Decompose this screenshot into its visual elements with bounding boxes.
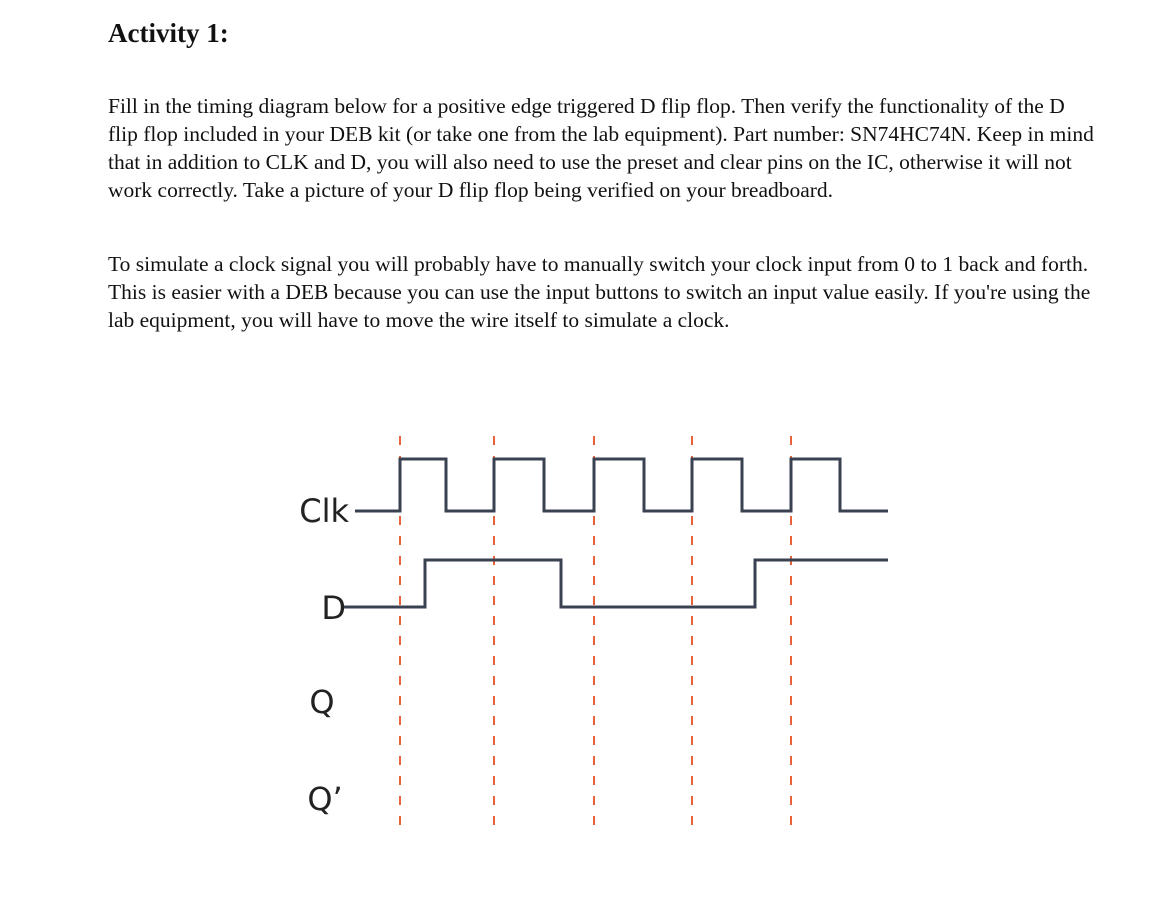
d-waveform xyxy=(344,560,888,607)
q-bar-label: Q’ xyxy=(307,780,343,818)
d-label: D xyxy=(321,589,346,627)
q-label: Q xyxy=(309,683,335,721)
clk-label: Clk xyxy=(299,492,349,530)
instructions-paragraph: Fill in the timing diagram below for a positive edge triggered D flip flop. Then verify the functionality of the D flip flop included in your DEB kit (or take one from the lab equipment). Part number: SN74HC74N. Keep in mind that in addition to CLK and D, you will also need to use the preset and clear pins on the IC, otherwise it will not work correctly. Take a picture of your D flip flop being verified on your breadboard. xyxy=(108,94,1094,202)
clk-waveform xyxy=(355,459,888,511)
clock-simulation-paragraph: To simulate a clock signal you will probably have to manually switch your clock input from 0 to 1 back and forth. This is easier with a DEB because you can use the input buttons to switch an input value easily. If you're using the lab equipment, you will have to move the wire itself to simulate a clock. xyxy=(108,252,1091,332)
activity-heading: Activity 1: xyxy=(108,18,229,48)
